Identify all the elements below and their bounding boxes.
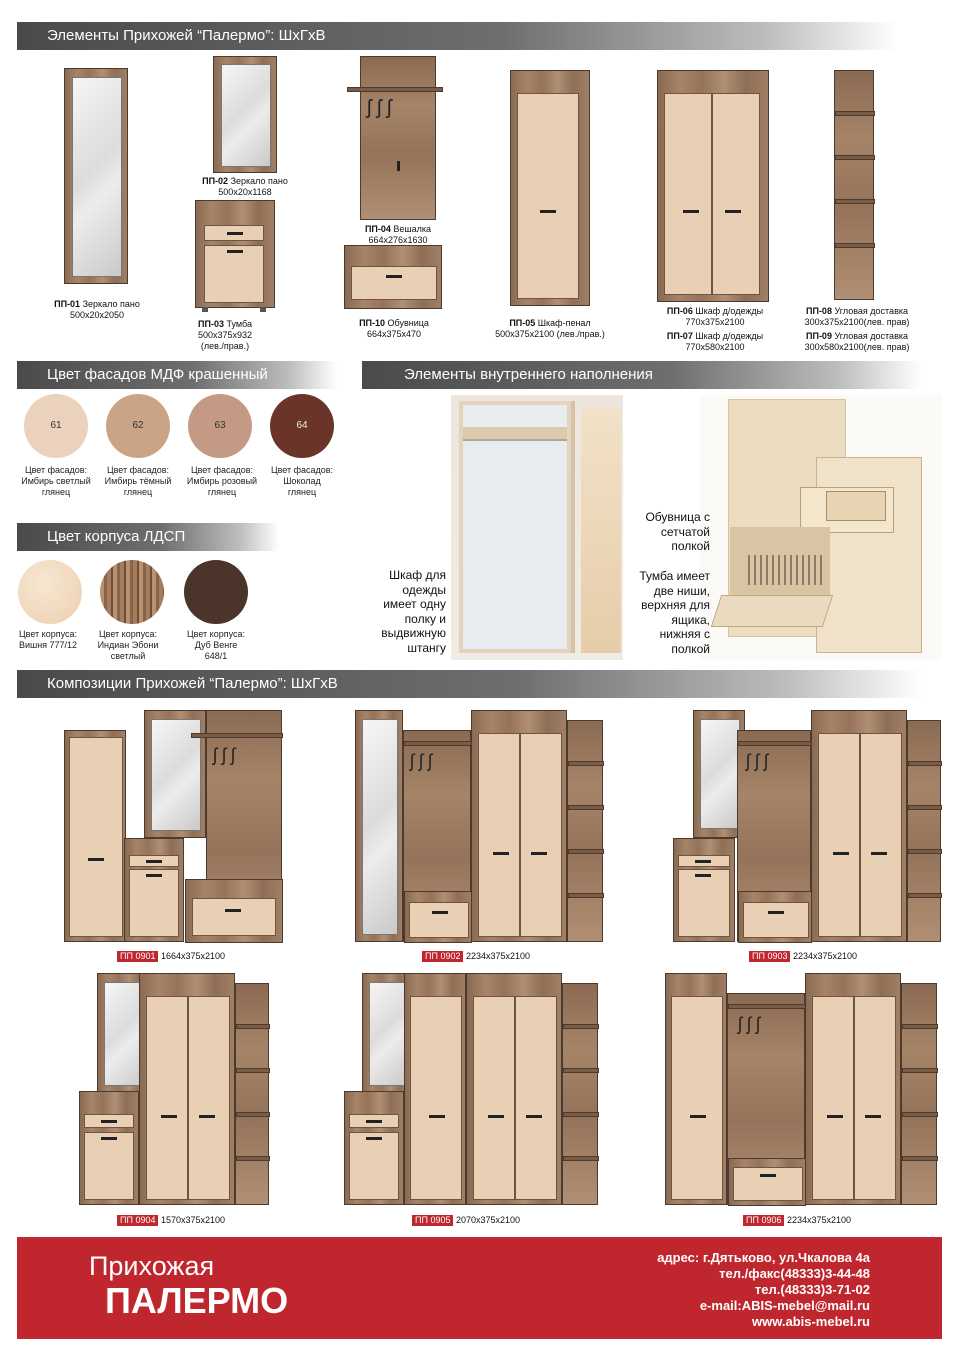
photo-wardrobe-interior <box>451 395 623 660</box>
composition-0901: ʃ ʃ ʃ <box>64 710 282 944</box>
footer-address: адрес: г.Дятьково, ул.Чкалова 4а <box>657 1250 870 1265</box>
facade-swatch-62: 62 <box>106 394 170 458</box>
composition-caption-0904: ПП 0904 1570x375x2100 <box>117 1215 225 1226</box>
facade-swatch-63: 63 <box>188 394 252 458</box>
footer-email[interactable]: e-mail:ABIS-mebel@mail.ru <box>699 1298 870 1313</box>
section-title: Композиции Прихожей “Палермо”: ШхГхВ <box>47 675 338 692</box>
hanger-pp04: ʃ ʃ ʃ <box>360 56 436 220</box>
composition-0906: ʃ ʃ ʃ <box>665 973 937 1207</box>
body-swatch-cherry <box>18 560 82 624</box>
body-swatch-indian-ebony <box>100 560 164 624</box>
composition-caption-0906: ПП 0906 2234x375x2100 <box>743 1215 851 1226</box>
footer-phone: тел.(48333)3-71-02 <box>754 1282 870 1297</box>
footer-title-line1: Прихожая <box>89 1251 215 1281</box>
item-caption-pp09: ПП-09 Угловая доставка 300x580x2100(лев. прав) <box>804 331 910 352</box>
composition-caption-0901: ПП 0901 1664x375x2100 <box>117 951 225 962</box>
photo-text-wardrobe: Шкаф для одежды имеет одну полку и выдвижную штангу <box>381 568 446 655</box>
section-header-body-colors <box>17 523 279 551</box>
footer-phone-fax: тел./факс(48333)3-44-48 <box>719 1266 870 1281</box>
composition-caption-0905: ПП 0905 2070x375x2100 <box>412 1215 520 1226</box>
item-caption-pp10: ПП-10 Обувница 664x375x470 <box>359 318 429 339</box>
mirror-panel-pp01 <box>64 68 128 284</box>
body-caption-cherry: Цвет корпуса: Вишня 777/12 <box>18 629 78 650</box>
section-header-compositions <box>17 670 922 698</box>
item-caption-pp06: ПП-06 Шкаф д/одежды 770x375x2100 <box>666 306 764 327</box>
corner-shelf-pp08 <box>834 70 874 300</box>
section-title: Элементы Прихожей “Палермо”: ШхГхВ <box>47 27 326 44</box>
composition-0904 <box>79 973 269 1207</box>
item-caption-pp07: ПП-07 Шкаф д/одежды 770x580x2100 <box>666 331 764 352</box>
item-caption-pp04: ПП-04 Вешалка 664x276x1630 <box>364 224 432 245</box>
section-header-elements <box>17 22 897 50</box>
body-swatch-wenge <box>184 560 248 624</box>
footer-website[interactable]: www.abis-mebel.ru <box>752 1314 870 1329</box>
section-header-facade-colors <box>17 361 337 389</box>
facade-caption-62: Цвет фасадов: Имбирь тёмный глянец <box>104 465 172 497</box>
composition-0902: ʃ ʃ ʃ <box>355 710 603 944</box>
facade-swatch-64: 64 <box>270 394 334 458</box>
section-title: Цвет корпуса ЛДСП <box>47 528 186 545</box>
composition-caption-0902: ПП 0902 2234x375x2100 <box>422 951 530 962</box>
photo-shoe-stand <box>700 395 942 660</box>
facade-caption-64: Цвет фасадов: Шоколад глянец <box>270 465 334 497</box>
section-header-inner-elements <box>362 361 922 389</box>
section-title: Цвет фасадов МДФ крашенный <box>47 366 268 383</box>
composition-0905 <box>344 973 598 1207</box>
item-caption-pp05: ПП-05 Шкаф-пенал 500x375x2100 (лев./прав.) <box>495 318 605 339</box>
composition-caption-0903: ПП 0903 2234x375x2100 <box>749 951 857 962</box>
composition-0903: ʃ ʃ ʃ <box>673 710 941 944</box>
footer-contacts <box>657 1250 870 1330</box>
body-caption-wenge: Цвет корпуса: Дуб Венге 648/1 <box>187 629 245 661</box>
wardrobe-pp06 <box>657 70 769 302</box>
stand-pp03 <box>195 200 275 308</box>
footer-title-line2: ПАЛЕРМО <box>105 1280 289 1321</box>
mirror-panel-pp02 <box>213 56 277 173</box>
facade-swatch-61: 61 <box>24 394 88 458</box>
footer-banner <box>17 1237 942 1339</box>
item-caption-pp08: ПП-08 Угловая доставка 300x375x2100(лев. прав) <box>804 306 910 327</box>
item-caption-pp02: ПП-02 Зеркало пано 500x20x1168 <box>202 176 288 197</box>
photo-text-stand: Тумба имеет две ниши, верхняя для ящика, нижняя с полкой <box>639 569 710 656</box>
section-title: Элементы внутреннего наполнения <box>404 366 653 383</box>
item-caption-pp01: ПП-01 Зеркало пано 500x20x2050 <box>54 299 140 320</box>
photo-text-shoe: Обувница с сетчатой полкой <box>645 510 710 553</box>
facade-caption-63: Цвет фасадов: Имбирь розовый глянец <box>186 465 258 497</box>
item-caption-pp03: ПП-03 Тумба 500x375x932 (лев./прав.) <box>197 319 253 351</box>
body-caption-indian-ebony: Цвет корпуса: Индиан Эбони светлый <box>97 629 159 661</box>
facade-caption-61: Цвет фасадов: Имбирь светлый глянец <box>21 465 91 497</box>
shoe-cabinet-pp10 <box>344 245 442 309</box>
wardrobe-pp05 <box>510 70 590 306</box>
